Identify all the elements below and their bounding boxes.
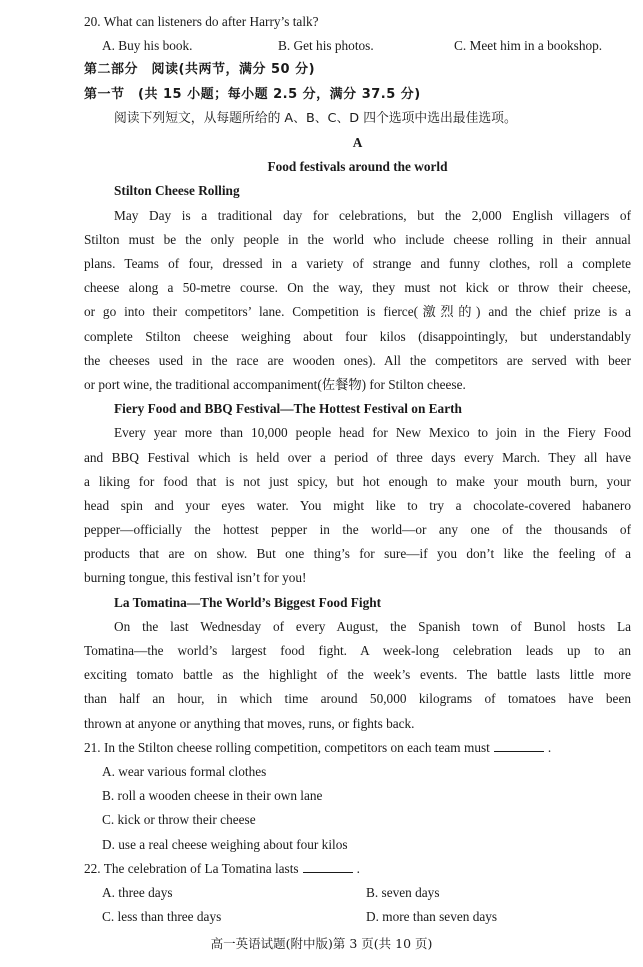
fiery-food-paragraph	[84, 421, 631, 590]
fiery-food-heading: Fiery Food and BBQ Festival—The Hottest Festival on Earth	[114, 401, 462, 417]
reading-instructions: 阅读下列短文，从每题所给的 A、B、C、D 四个选项中选出最佳选项。	[114, 110, 517, 126]
passage-letter: A	[352, 135, 363, 151]
paragraph-line: burning tongue, this festival isn’t for you!	[84, 570, 307, 586]
question-20-stem: 20. What can listeners do after Harry’s talk?	[84, 14, 319, 29]
stilton-paragraph	[84, 204, 631, 398]
paragraph-line: cheese along a 50-metre course. On the way, they must not kick or throw their cheese,	[84, 280, 631, 296]
question-22-text: 22. The celebration of La Tomatina lasts	[84, 860, 299, 876]
section-one-heading: 第一节 (共 15 小题；每小题 2.5 分，满分 37.5 分)	[84, 86, 421, 102]
paragraph-line: pepper—officially the hottest pepper in the world—or any one of the thousands of	[84, 522, 631, 538]
q22-option-b: B. seven days	[366, 885, 440, 901]
passage-title: Food festivals around the world	[267, 159, 448, 175]
paragraph-line: head spin and your eyes water. You might like to try a chocolate-covered habanero	[84, 497, 631, 513]
q21-option-a: A. wear various formal clothes	[102, 764, 267, 780]
part-two-heading: 第二部分 阅读(共两节，满分 50 分)	[84, 62, 316, 78]
paragraph-line: Tomatina—the world’s largest food fight. A week-long celebration leads up to an	[84, 643, 631, 659]
q21-option-b: B. roll a wooden cheese in their own lane	[102, 788, 323, 804]
q21-option-d: D. use a real cheese weighing about four kilos	[102, 836, 348, 852]
q21-option-c: C. kick or throw their cheese	[102, 812, 256, 828]
answer-blank	[303, 858, 353, 873]
stem-period: .	[547, 739, 552, 755]
question-21-text: 21. In the Stilton cheese rolling competition, competitors on each team must	[84, 739, 490, 755]
stem-period: .	[356, 860, 360, 876]
paragraph-line: Every year more than 10,000 people head for New Mexico to join in the Fiery Food	[114, 425, 631, 441]
paragraph-line: On the last Wednesday of every August, the Spanish town of Bunol hosts La	[114, 618, 631, 634]
question-22-options-row-1	[84, 881, 631, 905]
q22-option-a: A. three days	[102, 885, 173, 901]
q20-option-b: B. Get his photos.	[278, 38, 374, 54]
paragraph-line: than half an hour, in which time around 50,000 kilograms of tomatoes have been	[84, 691, 631, 707]
paragraph-line: exciting tomato battle as the highlight of the week’s events. The battle lasts little more	[84, 667, 631, 683]
q20-option-a: A. Buy his book.	[102, 38, 193, 54]
q22-option-d: D. more than seven days	[366, 909, 498, 925]
paragraph-line: May Day is a traditional day for celebrations, but the 2,000 English villagers of	[114, 207, 631, 223]
question-21-stem	[84, 736, 631, 760]
paragraph-line: products that are on show. But one thing’s for sure—if you don’t like the feeling of a	[84, 546, 631, 562]
question-22-stem	[84, 857, 631, 881]
paragraph-line: complete Stilton cheese weighing about four kilos (disappointingly, but understandably	[84, 328, 631, 344]
question-22-options-row-2	[84, 905, 631, 929]
la-tomatina-heading: La Tomatina—The World’s Biggest Food Fight	[114, 594, 382, 610]
page-footer: 高一英语试题(附中版)第 3 页(共 10 页)	[210, 936, 433, 951]
q20-option-c: C. Meet him in a bookshop.	[454, 38, 603, 54]
paragraph-line: the cheeses used in the race are wooden ones). All the competitors are served with beer	[84, 352, 631, 368]
paragraph-line: and BBQ Festival which is held over a period of three days every March. They all have	[84, 449, 631, 465]
paragraph-line: or go into their competitors’ lane. Competition is fierce(激烈的) and the chief prize is a	[84, 304, 631, 320]
paragraph-line: a liking for food that is not just spicy, but hot enough to make your mouth burn, your	[84, 473, 631, 489]
q22-option-c: C. less than three days	[102, 909, 222, 925]
paragraph-line: Stilton must be the only people in the world who include cheese rolling in their annual	[84, 231, 631, 247]
stilton-heading: Stilton Cheese Rolling	[114, 183, 240, 199]
paragraph-line: or port wine, the traditional accompaniment(佐餐物) for Stilton cheese.	[84, 376, 466, 392]
answer-blank	[494, 737, 544, 752]
paragraph-line: thrown at anyone or anything that moves, runs, or fights back.	[84, 715, 415, 731]
question-20-options	[84, 34, 631, 58]
la-tomatina-paragraph	[84, 615, 631, 736]
paragraph-line: plans. Teams of four, dressed in a variety of strange and funny clothes, roll a complete	[84, 256, 631, 271]
